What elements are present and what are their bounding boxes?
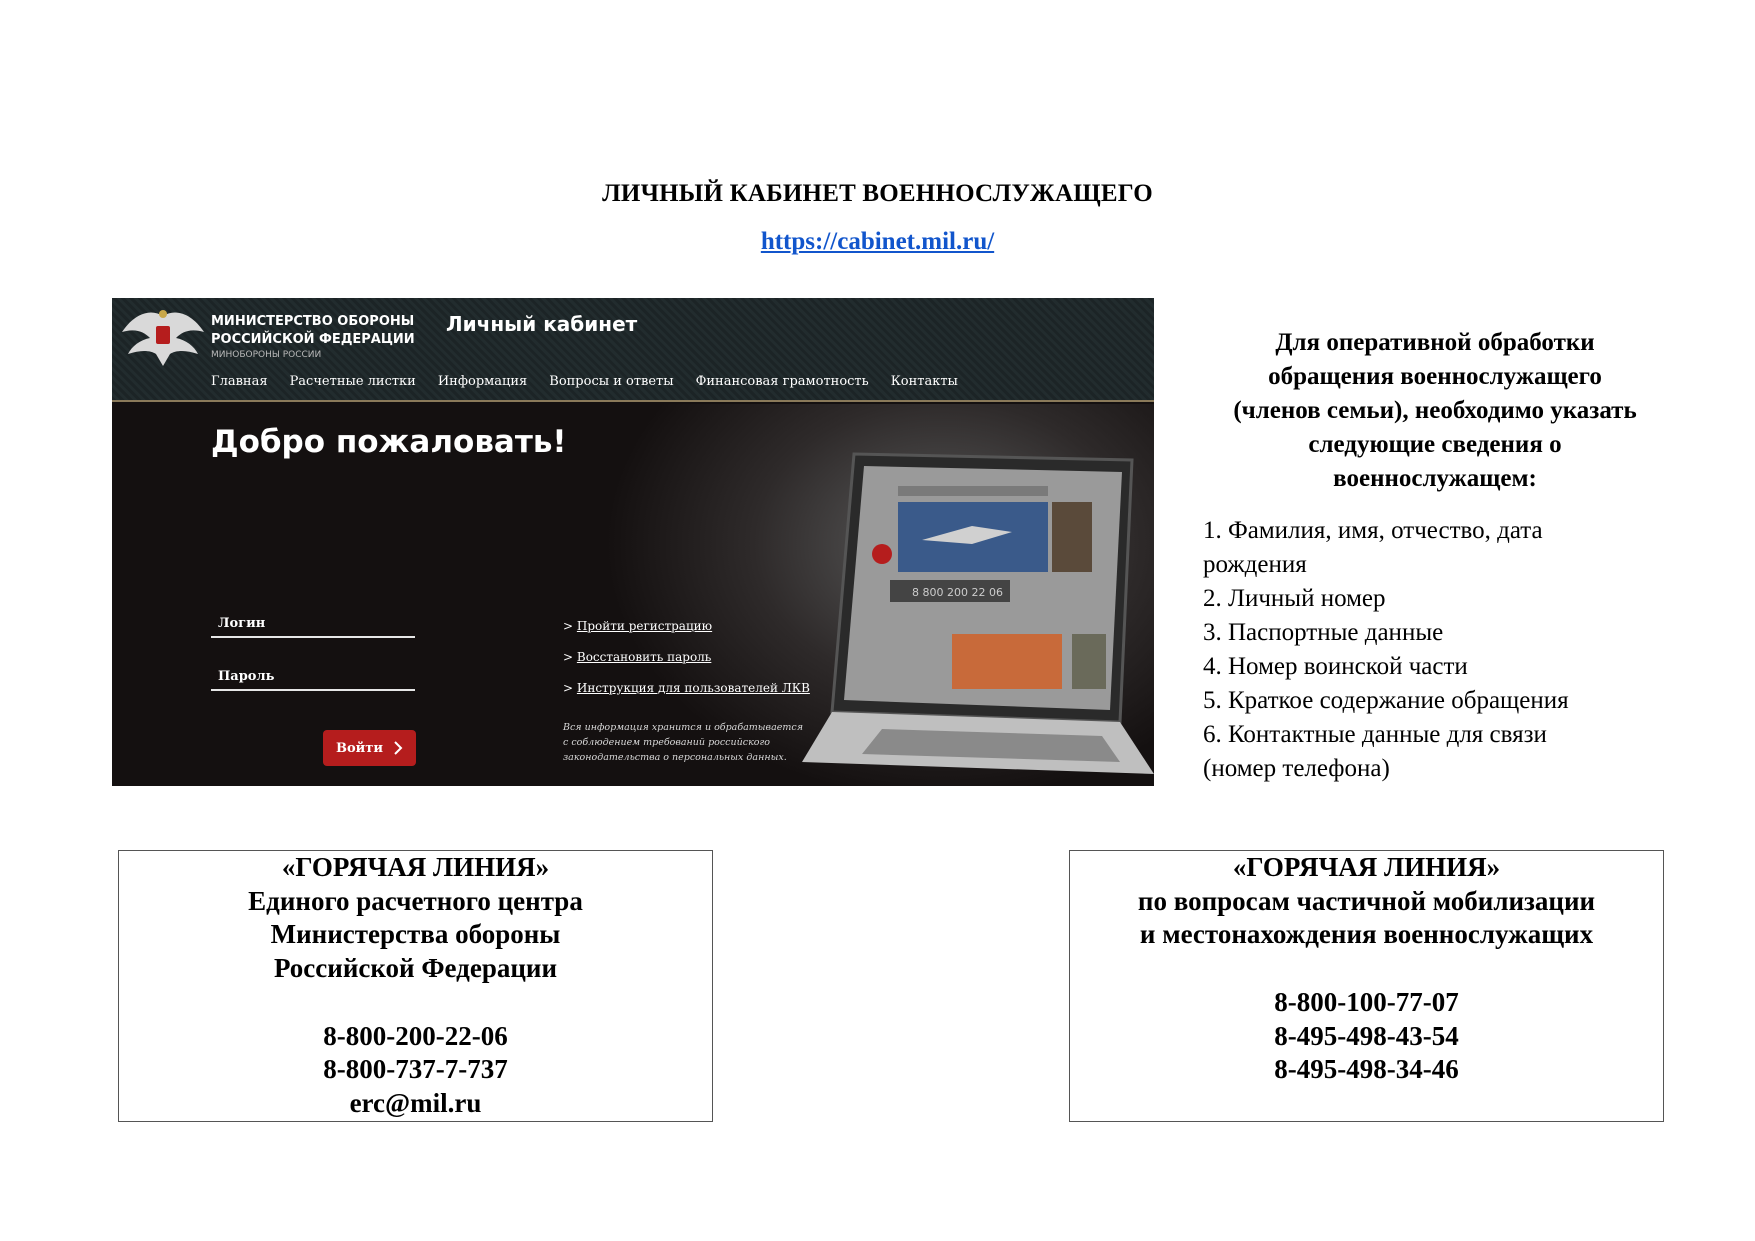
nav-item-financial-literacy[interactable]: Финансовая грамотность — [695, 374, 869, 389]
info-heading: Для оперативной обработки обращения военнослужащего (членов семьи), необходимо указать следующие сведения о военнослужащем: — [1233, 329, 1637, 492]
phone-number: 8-495-498-34-46 — [1274, 1054, 1459, 1085]
phone-number: 8-800-737-7-737 — [323, 1054, 508, 1085]
list-item: (номер телефона) — [1203, 755, 1390, 782]
register-link[interactable]: > Пройти регистрацию — [563, 619, 713, 633]
email-address: erc@mil.ru — [349, 1087, 482, 1118]
phone-number: 8-800-200-22-06 — [323, 1020, 508, 1051]
laptop-screen-phone: 8 800 200 22 06 — [912, 586, 1003, 599]
hotline-erc-box: «ГОРЯЧАЯ ЛИНИЯ» Единого расчетного центра Министерства обороны Российской Федерации 8-800-200-22-06 8-800-737-7-737 erc@mil.ru — [118, 850, 713, 1122]
site-header — [112, 298, 1154, 402]
cabinet-link[interactable]: https://cabinet.mil.ru/ — [760, 228, 995, 255]
laptop-image — [802, 444, 1154, 786]
ministry-name — [211, 313, 415, 361]
phone-number: 8-495-498-43-54 — [1274, 1020, 1459, 1051]
hotline-title: «ГОРЯЧАЯ ЛИНИЯ» — [1232, 852, 1501, 882]
chevron-right-icon — [393, 740, 403, 756]
site-cabinet-title: Личный кабинет — [446, 312, 638, 336]
list-item: 1. Фамилия, имя, отчество, дата — [1203, 517, 1543, 544]
ministry-line-2: РОССИЙСКОЙ ФЕДЕРАЦИИ — [211, 332, 415, 347]
list-item: 4. Номер воинской части — [1203, 653, 1468, 680]
nav-item-information[interactable]: Информация — [437, 374, 528, 389]
privacy-disclaimer: Вся информация хранится и обрабатывается с соблюдением требований российского законодательства о персональных данных. — [563, 722, 803, 763]
nav-item-main[interactable]: Главная — [211, 374, 268, 389]
nav-item-faq[interactable]: Вопросы и ответы — [549, 374, 674, 389]
help-links — [563, 619, 810, 712]
ministry-subtitle: МИНОБОРОНЫ РОССИИ — [211, 350, 322, 360]
list-item: 3. Паспортные данные — [1203, 619, 1444, 646]
cabinet-screenshot — [112, 298, 1154, 786]
ministry-line-1: МИНИСТЕРСТВО ОБОРОНЫ — [211, 314, 415, 329]
list-item: 2. Личный номер — [1203, 585, 1386, 612]
welcome-heading: Добро пожаловать! — [211, 424, 567, 460]
login-input[interactable]: Логин — [211, 612, 415, 638]
login-hero — [112, 404, 1154, 786]
list-item: 5. Краткое содержание обращения — [1203, 687, 1569, 714]
hotline-title: «ГОРЯЧАЯ ЛИНИЯ» — [281, 852, 550, 882]
phone-number: 8-800-100-77-07 — [1274, 986, 1459, 1017]
instructions-link[interactable]: > Инструкция для пользователей ЛКВ — [563, 681, 810, 695]
nav-item-contacts[interactable]: Контакты — [890, 374, 958, 389]
hotline-mobilization-box: «ГОРЯЧАЯ ЛИНИЯ» по вопросам частичной мобилизации и местонахождения военнослужащих 8-800-100-77-07 8-495-498-43-54 8-495-498-34-46 — [1069, 850, 1664, 1122]
double-headed-eagle-icon — [120, 306, 206, 368]
cabinet-link-line — [0, 228, 1755, 256]
nav-item-payslips[interactable]: Расчетные листки — [289, 374, 416, 389]
list-item: рождения — [1203, 551, 1307, 578]
list-item: 6. Контактные данные для связи — [1203, 721, 1547, 748]
login-button[interactable] — [323, 730, 416, 766]
site-nav — [211, 374, 958, 389]
required-info-list — [1203, 514, 1683, 786]
login-button-label: Войти — [336, 740, 383, 756]
page-title: ЛИЧНЫЙ КАБИНЕТ ВОЕННОСЛУЖАЩЕГО — [602, 180, 1153, 207]
password-input[interactable]: Пароль — [211, 665, 415, 691]
restore-password-link[interactable]: > Восстановить пароль — [563, 650, 712, 664]
